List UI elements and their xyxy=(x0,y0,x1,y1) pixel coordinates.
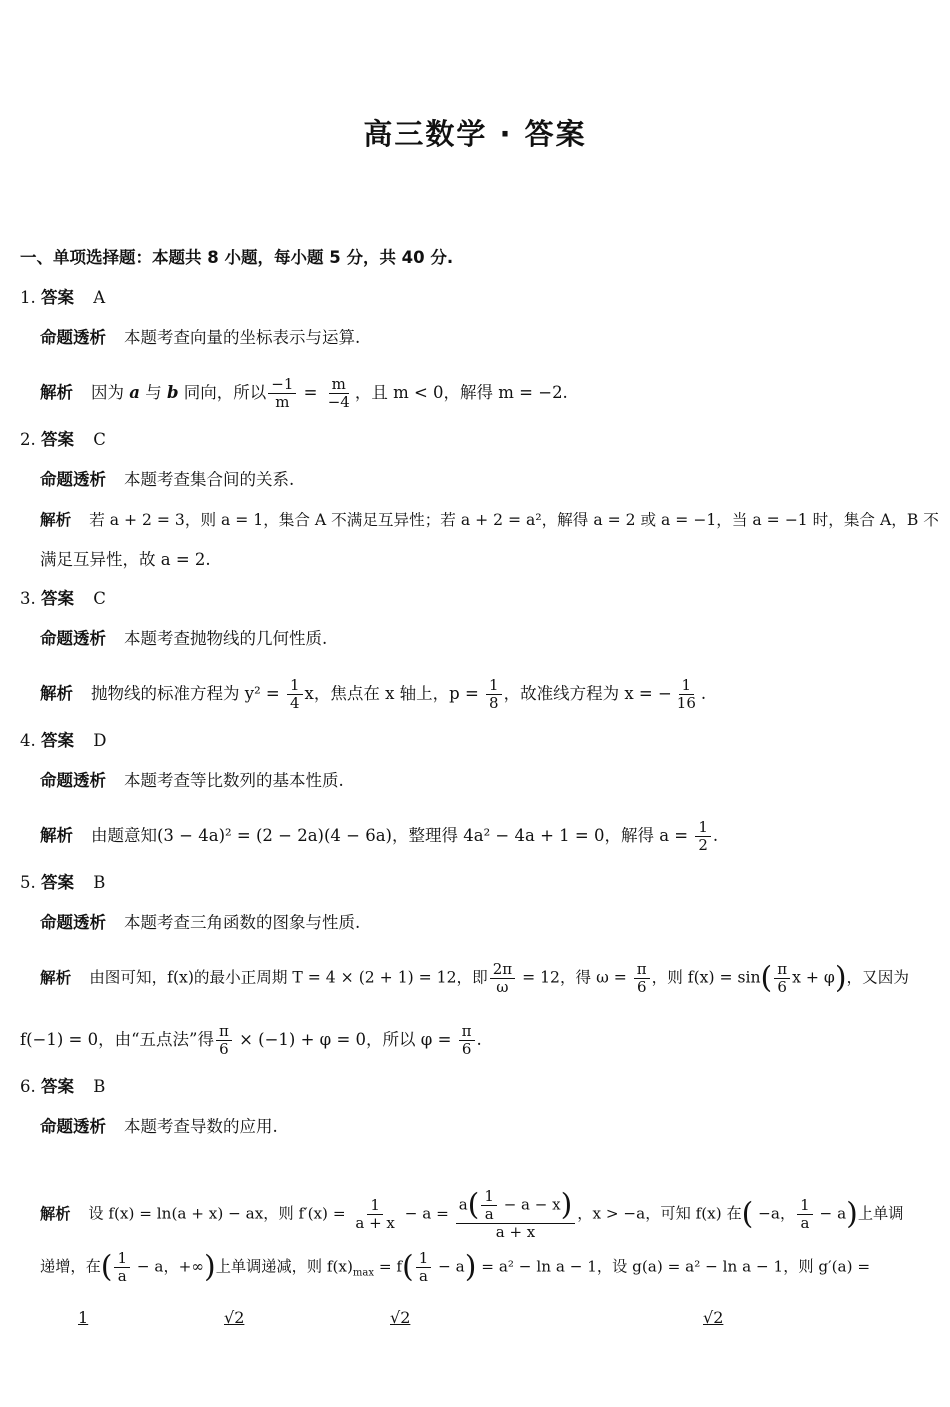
q6-text: = a² − ln a − 1，设 g(a) = a² − ln a − 1，则 g′(a) = xyxy=(476,1257,871,1276)
q3-text: x，焦点在 x 轴上，p = xyxy=(304,684,485,703)
left-paren: ( xyxy=(741,1196,754,1232)
fraction xyxy=(481,1188,497,1223)
q5-text: 由图可知，f(x)的最小正周期 T = 4 × (2 + 1) = 12，即 xyxy=(89,968,488,987)
numerator: 1 xyxy=(416,1250,432,1268)
denominator: a xyxy=(800,1214,810,1232)
q6-text: = f xyxy=(374,1257,403,1276)
numerator: 1 xyxy=(367,1197,383,1215)
q6-number: 6. xyxy=(20,1077,36,1096)
denominator: 8 xyxy=(489,694,499,712)
left-paren: ( xyxy=(402,1249,414,1285)
intent-label: 命题透析 xyxy=(40,629,106,648)
q4-answer: D xyxy=(93,731,107,750)
q6-text: 递增，在 xyxy=(40,1257,101,1276)
fraction xyxy=(634,961,650,996)
section-heading: 一、单项选择题：本题共 8 小题，每小题 5 分，共 40 分. xyxy=(20,248,454,267)
q3-text: . xyxy=(700,684,707,703)
q1-intent-line xyxy=(40,326,360,350)
fraction xyxy=(287,677,303,712)
q3-text: 抛物线的标准方程为 y² = xyxy=(91,684,285,703)
vector-b: b xyxy=(166,383,179,402)
left-paren: ( xyxy=(467,1187,480,1223)
fraction xyxy=(490,961,515,996)
q6-text: a xyxy=(458,1195,468,1214)
q4-text: . xyxy=(712,826,719,845)
answer-label: 答案 xyxy=(41,731,74,750)
q5-text: f(−1) = 0，由“五点法”得 xyxy=(20,1030,214,1049)
q6-analysis-continued xyxy=(40,1250,870,1286)
q6-text: 上单调递减，则 f(x) xyxy=(215,1257,353,1276)
numerator: 1 xyxy=(114,1250,130,1268)
q3-text: ，故准线方程为 x = − xyxy=(503,684,672,703)
answer-label: 答案 xyxy=(41,288,74,307)
numerator: π xyxy=(216,1023,232,1041)
q4-text: 由题意知(3 − 4a)² = (2 − 2a)(4 − 6a)，整理得 4a² − 4a + 1 = 0，解得 a = xyxy=(91,826,694,845)
analysis-label: 解析 xyxy=(40,511,72,529)
q6-intent-line xyxy=(40,1115,278,1139)
fraction xyxy=(774,961,790,996)
answer-label: 答案 xyxy=(41,589,74,608)
q5-text: = 12，得 ω = xyxy=(517,968,632,987)
q3-analysis-line xyxy=(40,677,706,712)
intent-label: 命题透析 xyxy=(40,771,106,790)
fraction xyxy=(797,1197,813,1232)
q1-number: 1. xyxy=(20,288,36,307)
numerator: 2π xyxy=(490,961,515,979)
q2-intent: 本题考查集合间的关系. xyxy=(124,470,295,489)
denominator: 2 xyxy=(698,836,708,854)
denominator: 16 xyxy=(676,694,696,712)
answer-label: 答案 xyxy=(41,430,74,449)
q1-text: 与 xyxy=(139,383,167,402)
nested-fraction xyxy=(456,1188,576,1241)
q5-number: 5. xyxy=(20,873,36,892)
q4-analysis-line xyxy=(40,819,718,854)
numerator: π xyxy=(459,1023,475,1041)
q4-answer-line xyxy=(20,729,106,753)
fraction xyxy=(674,677,699,712)
q5-text: × (−1) + φ = 0，所以 φ = xyxy=(233,1030,457,1049)
q5-text: ，则 f(x) = sin xyxy=(651,968,761,987)
q3-intent-line xyxy=(40,627,327,651)
denominator: 6 xyxy=(219,1040,229,1058)
numerator: 1 xyxy=(481,1188,497,1206)
q1-text: ，且 m < 0，解得 m = −2. xyxy=(354,383,568,402)
numerator: m xyxy=(329,376,349,394)
q6-text: − a，+∞ xyxy=(132,1257,205,1276)
q6-intent: 本题考查导数的应用. xyxy=(124,1117,278,1136)
page-title: 高三数学 · 答案 xyxy=(363,117,587,151)
numerator: π xyxy=(634,961,650,979)
q5-text: x + φ xyxy=(792,968,835,987)
q2-intent-line xyxy=(40,468,294,492)
fraction xyxy=(114,1250,130,1285)
q3-number: 3. xyxy=(20,589,36,608)
answer-label: 答案 xyxy=(41,1077,74,1096)
denominator: 6 xyxy=(777,978,787,996)
q1-answer: A xyxy=(93,288,106,307)
fraction xyxy=(695,819,711,854)
answer-label: 答案 xyxy=(41,873,74,892)
denominator: a + x xyxy=(355,1214,395,1232)
right-paren: ) xyxy=(204,1249,216,1285)
q2-analysis-continued: 满足互异性，故 a = 2. xyxy=(40,550,211,569)
fraction xyxy=(352,1197,398,1232)
q5-analysis-continued xyxy=(20,1023,482,1058)
denominator: m xyxy=(275,393,290,411)
cut-off-fragment: √2 xyxy=(703,1308,724,1327)
q6-text: − a xyxy=(814,1204,847,1223)
q2-number: 2. xyxy=(20,430,36,449)
fraction xyxy=(216,1023,232,1058)
equals: = xyxy=(298,383,323,402)
analysis-label: 解析 xyxy=(40,383,73,402)
denominator: 6 xyxy=(636,978,647,996)
right-paren: ) xyxy=(834,960,847,996)
fraction xyxy=(416,1250,432,1285)
numerator: −1 xyxy=(268,376,296,394)
q6-answer: B xyxy=(93,1077,106,1096)
analysis-label: 解析 xyxy=(40,826,73,845)
right-paren: ) xyxy=(464,1249,477,1285)
q6-text: ，x > −a，可知 f(x) 在 xyxy=(577,1204,742,1223)
q2-analysis-text: 若 a + 2 = 3，则 a = 1，集合 A 不满足互异性；若 a + 2 = a²，解得 a = 2 或 a = −1，当 a = −1 时，集合 A，B 不 xyxy=(89,511,939,529)
analysis-label: 解析 xyxy=(40,968,72,987)
denominator: 4 xyxy=(290,694,300,712)
intent-label: 命题透析 xyxy=(40,470,106,489)
q5-intent: 本题考查三角函数的图象与性质. xyxy=(124,913,361,932)
q1-answer-line xyxy=(20,286,105,310)
q5-intent-line xyxy=(40,911,360,935)
q5-answer-line xyxy=(20,871,105,895)
denominator: −4 xyxy=(327,393,350,411)
intent-label: 命题透析 xyxy=(40,1117,106,1136)
fraction xyxy=(486,677,502,712)
denominator: a + x xyxy=(495,1223,536,1241)
q2-answer-line xyxy=(20,428,106,452)
denominator: ω xyxy=(496,978,509,996)
denominator: 6 xyxy=(461,1040,472,1058)
q1-text: 因为 xyxy=(91,383,130,402)
q6-answer-line xyxy=(20,1075,105,1099)
q3-answer: C xyxy=(93,589,106,608)
cut-off-fragment: √2 xyxy=(224,1308,245,1327)
cut-off-fragment: √2 xyxy=(390,1308,411,1327)
numerator xyxy=(456,1188,576,1224)
analysis-label: 解析 xyxy=(40,1204,71,1223)
q4-intent: 本题考查等比数列的基本性质. xyxy=(124,771,344,790)
subscript: max xyxy=(352,1267,375,1279)
q4-number: 4. xyxy=(20,731,36,750)
fraction xyxy=(459,1023,475,1058)
denominator: a xyxy=(484,1205,494,1223)
q6-text: − a xyxy=(433,1257,465,1276)
q6-text: 上单调 xyxy=(857,1204,904,1223)
numerator: 1 xyxy=(797,1197,813,1215)
q5-answer: B xyxy=(93,873,106,892)
q5-analysis-line xyxy=(40,961,909,996)
right-paren: ) xyxy=(560,1187,573,1223)
fraction xyxy=(325,376,353,411)
q3-answer-line xyxy=(20,587,106,611)
numerator: 1 xyxy=(287,677,303,695)
q1-intent: 本题考查向量的坐标表示与运算. xyxy=(124,328,361,347)
q1-text: 同向，所以 xyxy=(178,383,267,402)
q6-text: − a − x xyxy=(498,1195,561,1214)
q5-text: ，又因为 xyxy=(846,968,909,987)
left-paren: ( xyxy=(760,960,773,996)
q2-analysis-line xyxy=(40,508,939,532)
numerator: 1 xyxy=(679,677,695,695)
q6-text: 设 f(x) = ln(a + x) − ax，则 f′(x) = xyxy=(88,1204,351,1223)
numerator: 1 xyxy=(486,677,502,695)
analysis-label: 解析 xyxy=(40,684,73,703)
cut-off-fragment: 1 xyxy=(78,1308,89,1327)
numerator: 1 xyxy=(695,819,711,837)
intent-label: 命题透析 xyxy=(40,913,106,932)
q4-intent-line xyxy=(40,769,344,793)
intent-label: 命题透析 xyxy=(40,328,106,347)
right-paren: ) xyxy=(846,1196,858,1232)
q6-text: −a， xyxy=(753,1204,796,1223)
denominator: a xyxy=(419,1267,428,1285)
denominator: a xyxy=(117,1267,127,1285)
numerator: π xyxy=(774,961,790,979)
q1-analysis-line xyxy=(40,376,568,411)
q3-intent: 本题考查抛物线的几何性质. xyxy=(124,629,328,648)
q6-analysis-line xyxy=(40,1188,903,1241)
q5-text: . xyxy=(476,1030,482,1049)
q6-text: − a = xyxy=(399,1204,454,1223)
q2-answer: C xyxy=(93,430,106,449)
vector-a: a xyxy=(129,383,140,402)
fraction xyxy=(268,376,296,411)
left-paren: ( xyxy=(100,1249,113,1285)
